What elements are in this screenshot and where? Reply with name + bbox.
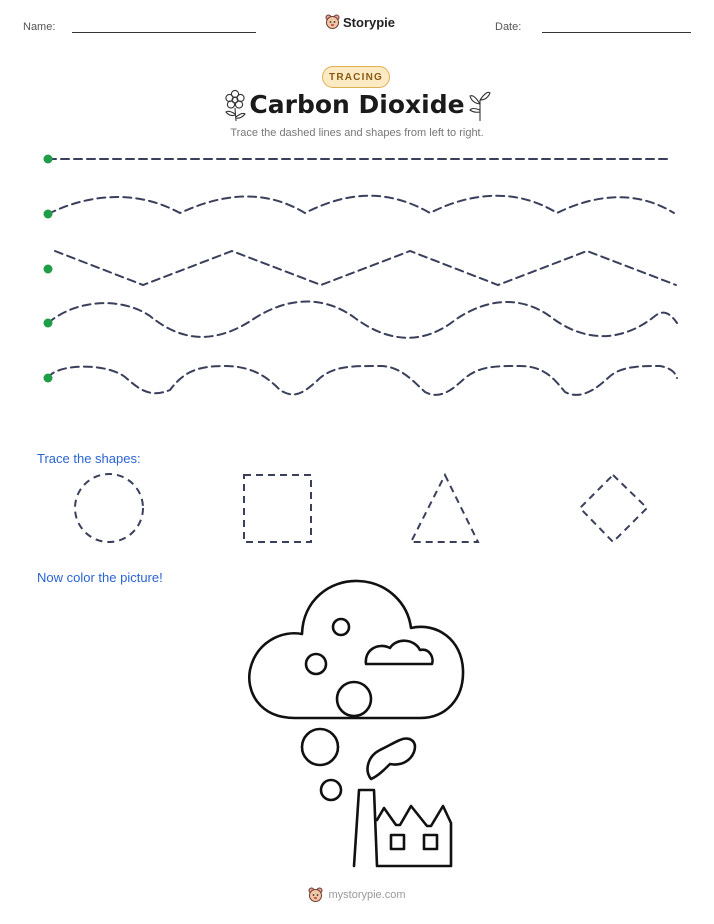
cloud-bubble: [337, 682, 371, 716]
cloud-outline: [249, 581, 463, 718]
date-label: Date:: [495, 21, 522, 33]
shapes-heading: Trace the shapes:: [37, 451, 141, 466]
brand-name: Storypie: [343, 14, 396, 30]
cloud-bubble: [333, 619, 349, 635]
factory-building: [354, 790, 451, 866]
instructions: Trace the dashed lines and shapes from left to right.: [230, 127, 484, 139]
smoke-puff: [368, 739, 415, 780]
smoke-bubble: [321, 780, 341, 800]
footer: [0, 887, 714, 903]
bear-icon: [308, 887, 323, 903]
factory-window: [391, 835, 404, 849]
footer-url[interactable]: mystorypie.com: [328, 889, 406, 901]
smoke-bubble: [302, 729, 338, 765]
tracing-badge: TRACING: [322, 66, 390, 88]
cloud-bubble: [306, 654, 326, 674]
color-heading: Now color the picture!: [37, 570, 163, 585]
page-title: Carbon Dioxide: [249, 90, 465, 119]
small-cloud-icon: [366, 641, 433, 664]
name-label: Name:: [23, 21, 56, 33]
factory-window: [424, 835, 437, 849]
